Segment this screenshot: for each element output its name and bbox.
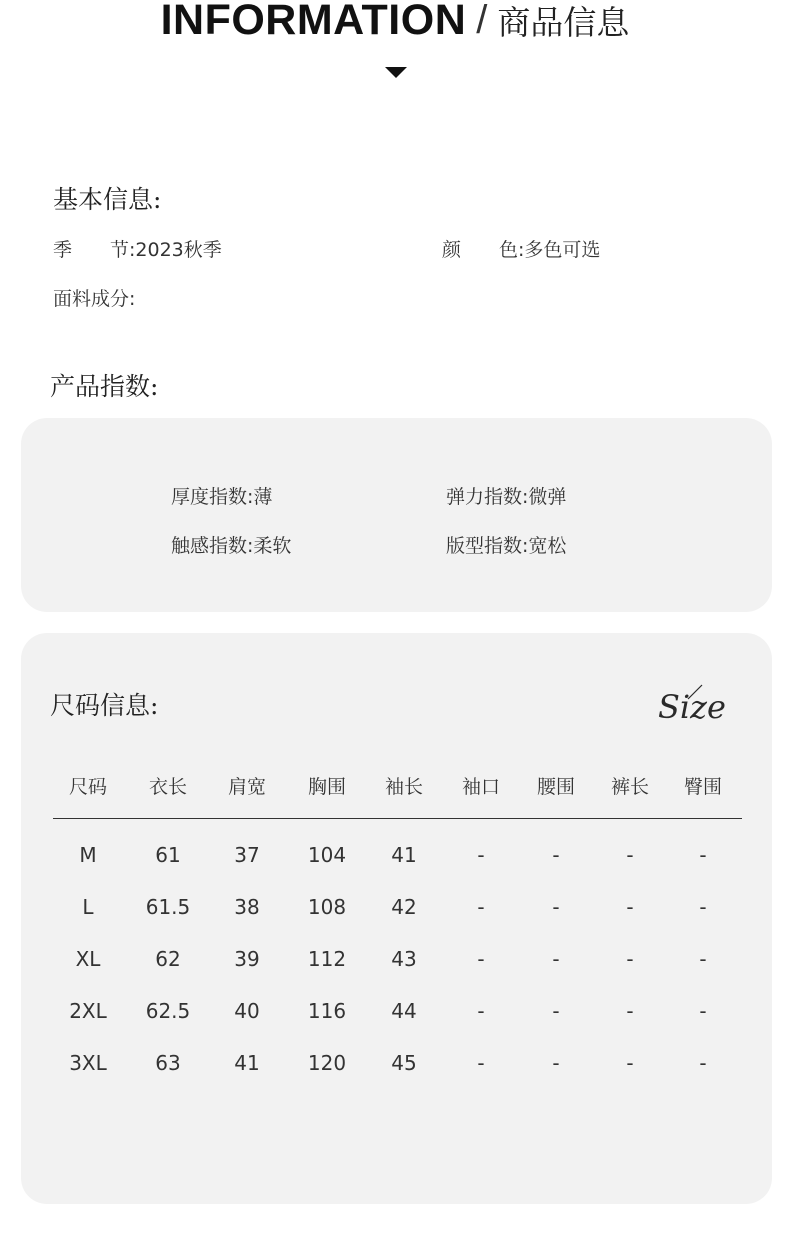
size-cell: 112 xyxy=(307,947,347,971)
index-item-fit xyxy=(446,531,566,558)
header-title-cn: 商品信息 xyxy=(497,3,630,42)
size-cell: 61.5 xyxy=(145,895,191,919)
size-cell: - xyxy=(699,843,707,867)
fabric-label: 面料成分: xyxy=(53,288,136,310)
size-cell: - xyxy=(699,999,707,1023)
color-label: 颜 色: xyxy=(442,239,525,261)
size-table-divider xyxy=(53,818,742,819)
size-cell: - xyxy=(477,947,485,971)
size-cell: M xyxy=(79,843,97,867)
size-cell: 38 xyxy=(234,895,260,919)
size-cell: - xyxy=(477,999,485,1023)
size-cell: XL xyxy=(75,947,101,971)
size-cell: 45 xyxy=(391,1051,417,1075)
table-row xyxy=(53,843,743,883)
index-item-elasticity xyxy=(446,482,566,509)
index-label: 版型指数: xyxy=(446,535,529,557)
table-row xyxy=(53,947,743,987)
size-header-cell: 袖长 xyxy=(384,776,424,798)
size-cell: 62.5 xyxy=(145,999,191,1023)
size-cell: 2XL xyxy=(69,999,107,1023)
size-cell: 41 xyxy=(391,843,417,867)
season-label: 季 节: xyxy=(53,239,136,261)
size-header-cell: 臀围 xyxy=(683,776,723,798)
size-cell: - xyxy=(626,843,634,867)
size-cell: - xyxy=(699,1051,707,1075)
index-value: 柔软 xyxy=(253,535,292,557)
table-row xyxy=(53,999,743,1039)
color-value: 多色可选 xyxy=(524,239,601,261)
header-separator: / xyxy=(476,0,488,42)
size-cell: - xyxy=(552,1051,560,1075)
size-logo-text: Size xyxy=(658,688,726,726)
page-header xyxy=(0,0,790,90)
triangle-down-icon xyxy=(385,67,407,78)
size-cell: 41 xyxy=(234,1051,260,1075)
size-cell: 42 xyxy=(391,895,417,919)
index-value: 薄 xyxy=(253,486,273,508)
size-cell: 61 xyxy=(155,843,181,867)
color-field xyxy=(442,235,600,262)
season-value: 2023秋季 xyxy=(135,239,222,261)
size-header-cell: 衣长 xyxy=(148,776,188,798)
size-header-cell: 肩宽 xyxy=(227,776,267,798)
size-cell: 108 xyxy=(307,895,347,919)
index-value: 微弹 xyxy=(528,486,567,508)
header-title-en: INFORMATION xyxy=(160,0,467,44)
size-cell: - xyxy=(626,895,634,919)
size-cell: 104 xyxy=(307,843,347,867)
product-index-title: 产品指数: xyxy=(50,372,159,401)
size-cell: - xyxy=(626,1051,634,1075)
size-cell: - xyxy=(552,947,560,971)
season-field xyxy=(53,235,222,262)
size-header-cell: 胸围 xyxy=(307,776,347,798)
size-header-cell: 腰围 xyxy=(536,776,576,798)
size-cell: 43 xyxy=(391,947,417,971)
size-logo xyxy=(657,682,737,730)
size-cell: - xyxy=(477,843,485,867)
size-info-title: 尺码信息: xyxy=(50,691,159,720)
index-item-touch xyxy=(171,531,291,558)
size-cell: 3XL xyxy=(69,1051,107,1075)
size-cell: 44 xyxy=(391,999,417,1023)
size-cell: - xyxy=(699,895,707,919)
index-label: 厚度指数: xyxy=(171,486,254,508)
header-title xyxy=(0,0,790,45)
size-cell: - xyxy=(552,843,560,867)
size-cell: - xyxy=(626,999,634,1023)
fabric-field xyxy=(53,284,135,311)
table-row xyxy=(53,895,743,935)
index-label: 弹力指数: xyxy=(446,486,529,508)
size-cell: 116 xyxy=(307,999,347,1023)
size-header-cell: 裤长 xyxy=(610,776,650,798)
size-cell: - xyxy=(552,999,560,1023)
size-cell: - xyxy=(477,895,485,919)
size-header-cell: 尺码 xyxy=(68,776,108,798)
basic-info-title: 基本信息: xyxy=(53,185,162,214)
product-index-panel xyxy=(21,418,772,612)
size-cell: - xyxy=(699,947,707,971)
size-table-header xyxy=(53,772,743,812)
index-item-thickness xyxy=(171,482,272,509)
size-cell: 39 xyxy=(234,947,260,971)
size-cell: - xyxy=(626,947,634,971)
size-cell: 63 xyxy=(155,1051,181,1075)
size-cell: - xyxy=(552,895,560,919)
table-row xyxy=(53,1051,743,1091)
size-cell: 40 xyxy=(234,999,260,1023)
size-header-cell: 袖口 xyxy=(461,776,501,798)
index-value: 宽松 xyxy=(528,535,567,557)
size-cell: - xyxy=(477,1051,485,1075)
size-cell: 120 xyxy=(307,1051,347,1075)
index-label: 触感指数: xyxy=(171,535,254,557)
size-cell: 62 xyxy=(155,947,181,971)
size-cell: 37 xyxy=(234,843,260,867)
size-cell: L xyxy=(82,895,94,919)
